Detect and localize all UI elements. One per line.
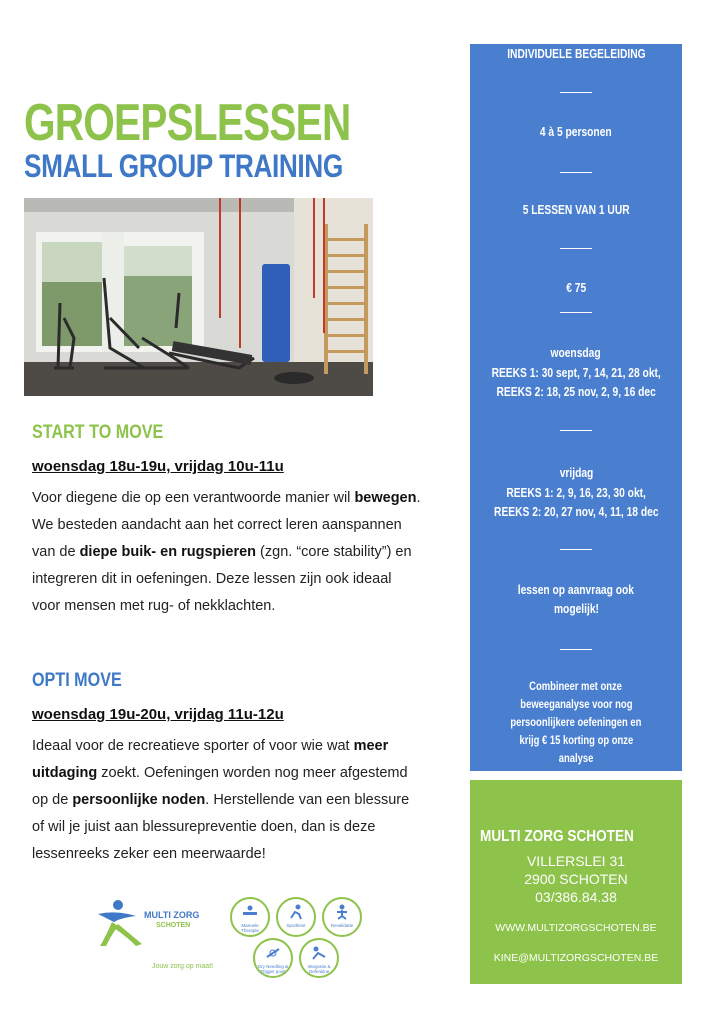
contact-email-link[interactable]: KINE@MULTIZORGSCHOTEN.BE [493, 952, 659, 964]
divider [560, 92, 592, 93]
info-sidebar [470, 44, 682, 771]
sidebar-friday-reeks1: REEKS 1: 2, 9, 16, 23, 30 okt, [506, 486, 646, 500]
sidebar-friday-title: vrijdag [559, 466, 593, 480]
sidebar-item-personen: 4 à 5 personen [540, 125, 612, 139]
sidebar-combo-line1: Combineer met onze [529, 681, 623, 693]
section-text-opti-move: Ideaal voor de recreatieve sporter of voor wie wat meer uitdaging zoekt. Oefeningen worden nog meer afgestemd op de persoonlijke noden. Herstellende van een blessure of wil je juist aan blessurepreventie doen, dan is deze lessenreeks zeker een meerwaarde! [32, 738, 410, 862]
contact-street: VILLERSLEI 31 [526, 853, 626, 869]
service-sportkine-icon: Sportkine [276, 897, 316, 937]
logo-brand-line1: MULTI ZORG [144, 910, 200, 920]
sidebar-item-begeleiding: INDIVIDUELE BEGELEIDING [506, 47, 646, 61]
sidebar-wednesday-reeks2: REEKS 2: 18, 25 nov, 2, 9, 16 dec [496, 385, 656, 399]
divider [560, 430, 592, 431]
section-schedule-opti-move: woensdag 19u-20u, vrijdag 11u-12u [32, 706, 284, 723]
sidebar-combo-line5: analyse [558, 753, 594, 765]
divider [560, 248, 592, 249]
section-heading-start-to-move: START TO MOVE [32, 422, 164, 443]
divider [560, 549, 592, 550]
sidebar-combo-line3: persoonlijkere oefeningen en [510, 717, 642, 729]
service-dry-needling-icon: Dry Needling & Trigger point [253, 938, 293, 978]
service-revalidatie-icon: Revalidatie [322, 897, 362, 937]
divider [560, 172, 592, 173]
divider [560, 312, 592, 313]
section-text-start-to-move: Voor diegene die op een verantwoorde manier wil bewegen. We besteden aandacht aan het correct leren aanspannen van de diepe buik- en rugspieren (zgn. “core stability”) en integreren dit in oefeningen. Deze lessen zijn ook ideaal voor mensen met rug- of nekklachten. [32, 490, 421, 614]
section-schedule-start-to-move: woensdag 18u-19u, vrijdag 10u-11u [32, 458, 284, 475]
multi-zorg-logo-icon [96, 896, 144, 948]
sidebar-wednesday-title: woensdag [550, 346, 602, 360]
logo-brand-line2: SCHOTEN [156, 922, 191, 929]
service-manuele-therapie-icon: Manuele Therapie [230, 897, 270, 937]
sidebar-wednesday-reeks1: REEKS 1: 30 sept, 7, 14, 21, 28 okt, [491, 366, 661, 380]
sidebar-combo-line4: krijg € 15 korting op onze [519, 735, 633, 747]
page-title: GROEPSLESSEN [24, 94, 351, 152]
contact-phone: 03/386.84.38 [535, 889, 617, 905]
sidebar-request-line2: mogelijk! [553, 602, 599, 616]
sidebar-item-price: € 75 [566, 281, 586, 295]
page-subtitle: SMALL GROUP TRAINING [24, 148, 343, 184]
service-integratie-icon: Integratie & Oefenkine [299, 938, 339, 978]
sidebar-combo-line2: beweeganalyse voor nog [519, 699, 633, 711]
gym-photo [24, 198, 373, 396]
contact-box [470, 780, 682, 984]
section-heading-opti-move: OPTI MOVE [32, 670, 122, 691]
sidebar-item-lessen: 5 LESSEN VAN 1 UUR [522, 203, 630, 217]
contact-website-link[interactable]: WWW.MULTIZORGSCHOTEN.BE [495, 922, 657, 934]
sidebar-request-line1: lessen op aanvraag ook [517, 583, 635, 597]
divider [560, 649, 592, 650]
logo-tagline: Jouw zorg op maat! [152, 963, 214, 970]
sidebar-friday-reeks2: REEKS 2: 20, 27 nov, 4, 11, 18 dec [493, 505, 659, 519]
contact-name: MULTI ZORG SCHOTEN [480, 828, 634, 845]
contact-city: 2900 SCHOTEN [524, 871, 628, 887]
